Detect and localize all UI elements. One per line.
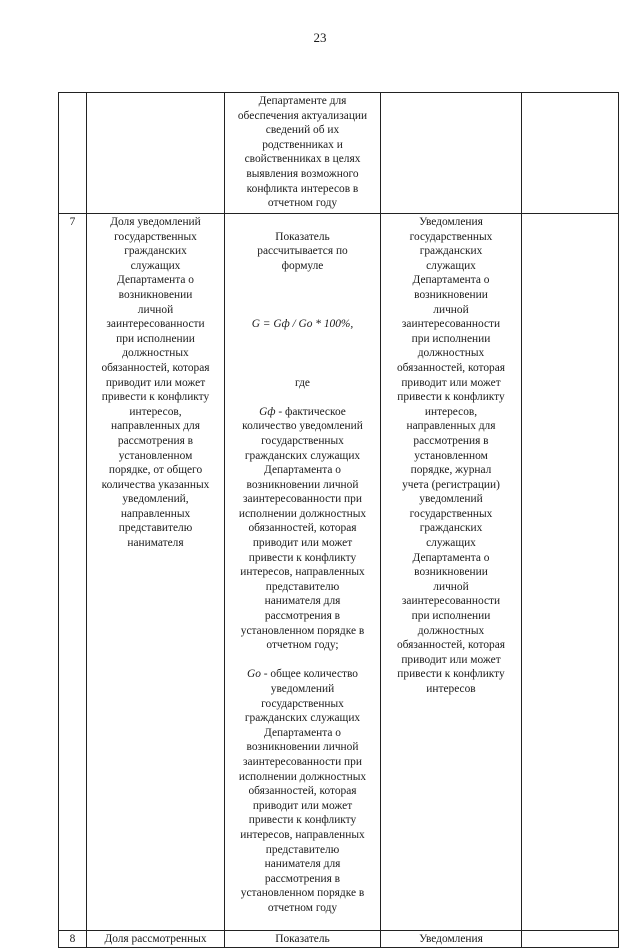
calculation-method-cell: Департаменте для обеспечения актуализации сведений об их родственниках и свойственниках в целях выявления возможного конфликта интересов в отчетном году (225, 93, 381, 214)
extra-cell (522, 214, 619, 931)
calc-go-text: - общее количество уведомлений государственных гражданских служащих Департамента о возникновении личной заинтересованности при исполнении должностных обязанностей, которая приводит или может привести к конфликту интересов, направленных представителю нанимателя для рассмотрения в установленном порядке в отчетном году (238, 668, 367, 914)
calc-gf-text: - фактическое количество уведомлений государственных гражданских служащих Департамента о возникновении личной заинтересованности при исполнении должностных обязанностей, которая приводит или может привести к конфликту интересов, направленных представителю нанимателя для рассмотрения в установленном порядке в отчетном году; (238, 405, 367, 652)
indicator-name-cell (87, 93, 225, 214)
row-number: 7 (59, 214, 87, 931)
extra-cell (522, 93, 619, 214)
page-number: 23 (313, 30, 327, 45)
table-row (59, 931, 619, 948)
indicator-name-cell: Доля рассмотренных (87, 931, 225, 948)
row-number (59, 93, 87, 214)
indicator-table (58, 92, 619, 948)
data-source-cell: Уведомления государственных гражданских служащих Департамента о возникновении личной заинтересованности при исполнении должностных обязанностей, которая приводит или может привести к конфликту интересов, направленных для рассмотрения в установленном порядке, журнал учета (регистрации) уведомлений государственных гражданских служащих Департамента о возникновении личной заинтересованности при исполнении должностных обязанностей, которая приводит или может привести к конфликту интересов (381, 214, 522, 931)
calc-where: где (295, 376, 310, 389)
row-number: 8 (59, 931, 87, 948)
calc-gf-symbol: Gф (259, 405, 276, 418)
data-source-cell (381, 93, 522, 214)
calculation-method-cell: Показатель (225, 931, 381, 948)
table-row (59, 214, 619, 931)
indicator-name-cell: Доля уведомлений государственных гражданских служащих Департамента о возникновении личной заинтересованности при исполнении должностных обязанностей, которая приводит или может привести к конфликту интересов, направленных для рассмотрения в установленном порядке, от общего количества указанных уведомлений, направленных представителю нанимателя (87, 214, 225, 931)
table-row (59, 93, 619, 214)
calc-intro: Показатель рассчитывается по формуле (257, 230, 348, 272)
calc-go-definition (228, 667, 377, 915)
calculation-method-cell (225, 214, 381, 931)
calc-gf-definition (228, 405, 377, 653)
calc-go-symbol: Go (246, 668, 261, 681)
data-source-cell: Уведомления (381, 931, 522, 948)
calc-formula: G = Gф / Go * 100%, (251, 318, 354, 331)
extra-cell (522, 931, 619, 948)
